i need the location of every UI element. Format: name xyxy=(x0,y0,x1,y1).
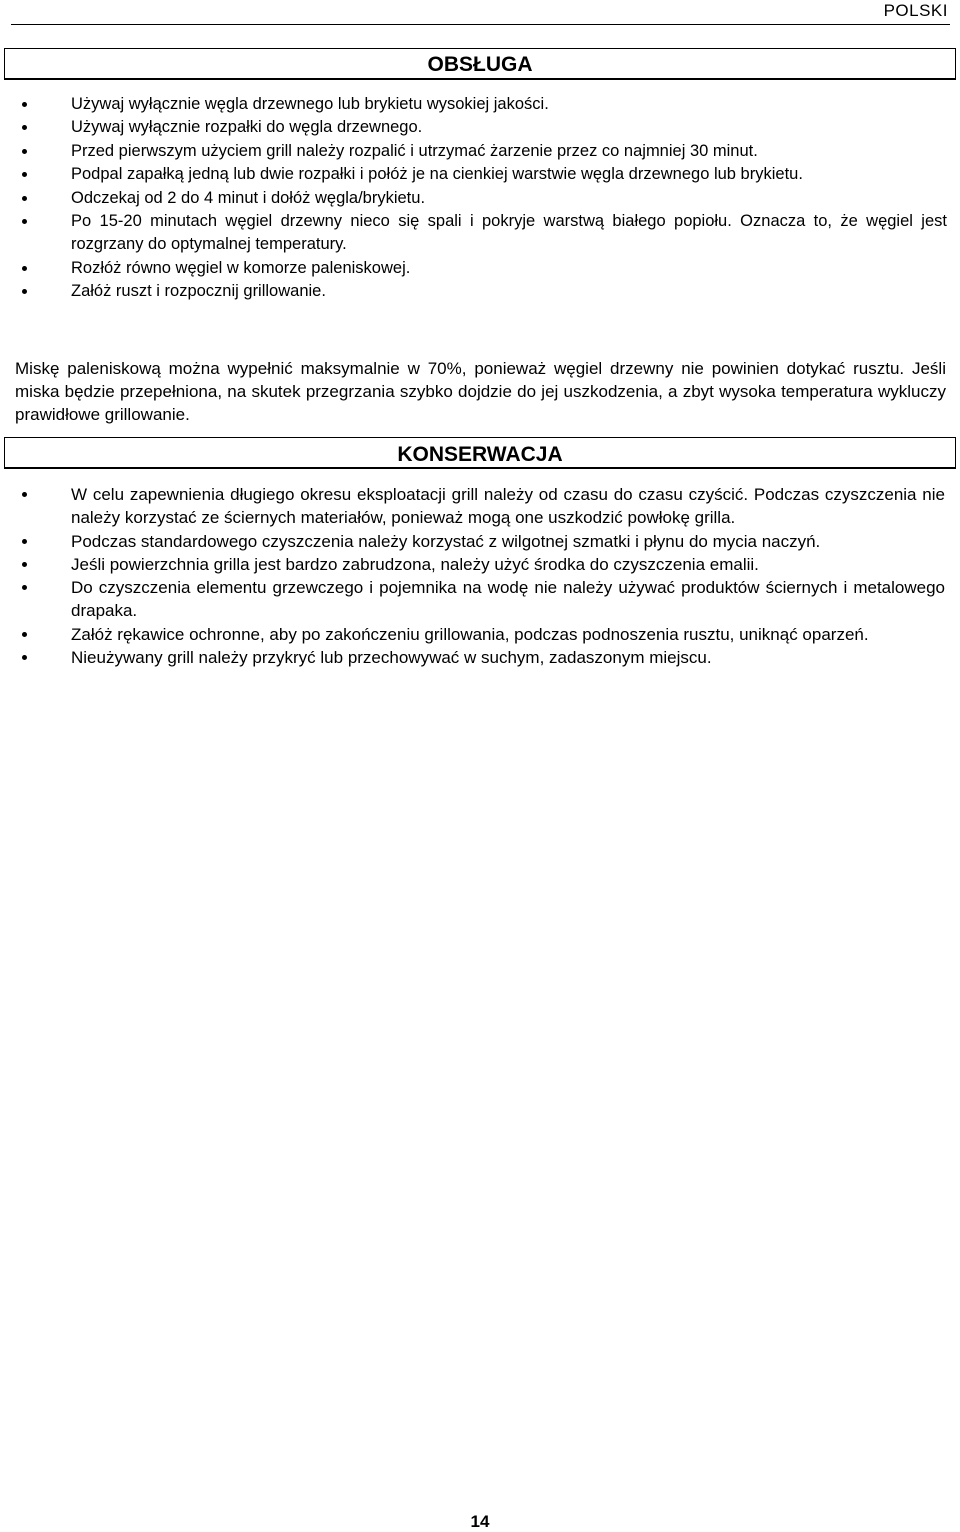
bullet-icon xyxy=(22,149,27,154)
list-item-text: Załóż rękawice ochronne, aby po zakończeniu grillowania, podczas podnoszenia rusztu, uniknąć oparzeń. xyxy=(71,624,869,644)
list-item-text: Przed pierwszym użyciem grill należy rozpalić i utrzymać żarzenie przez co najmniej 30 minut. xyxy=(71,141,758,160)
list-item-text: Jeśli powierzchnia grilla jest bardzo zabrudzona, należy użyć środka do czyszczenia emalii. xyxy=(71,554,759,574)
bullet-icon xyxy=(22,289,27,294)
header-language-label: POLSKI xyxy=(883,1,948,20)
list-item xyxy=(0,646,945,669)
list-item xyxy=(0,140,947,163)
list-item xyxy=(0,623,945,646)
list-item-text: Rozłóż równo węgiel w komorze paleniskowej. xyxy=(71,258,411,277)
bullet-icon xyxy=(22,172,27,177)
list-item-text: Podczas standardowego czyszczenia należy korzystać z wilgotnej szmatki i płynu do mycia naczyń. xyxy=(71,531,821,551)
bullet-icon xyxy=(22,102,27,107)
bullet-icon xyxy=(22,539,27,544)
list-item-text: W celu zapewnienia długiego okresu eksploatacji grill należy od czasu do czasu czyścić. Podczas czyszczenia nie należy korzystać ze ściernych materiałów, ponieważ mogą one uszkodzić powłokę grilla. xyxy=(71,485,945,528)
list-item-text: Załóż ruszt i rozpocznij grillowanie. xyxy=(71,282,326,301)
list-item-text: Do czyszczenia elementu grzewczego i pojemnika na wodę nie należy używać produktów ściernych i metalowego drapaka. xyxy=(71,578,945,621)
operation-list xyxy=(0,93,947,304)
list-item-text: Podpal zapałką jedną lub dwie rozpałki i połóż je na cienkiej warstwie węgla drzewnego lub brykietu. xyxy=(71,165,803,184)
bullet-icon xyxy=(22,585,27,590)
list-item xyxy=(0,257,947,280)
bullet-icon xyxy=(22,196,27,201)
maintenance-list xyxy=(0,483,945,669)
list-item xyxy=(0,116,947,139)
list-item xyxy=(0,280,947,303)
list-item-text: Używaj wyłącznie węgla drzewnego lub brykietu wysokiej jakości. xyxy=(71,95,549,113)
bullet-icon xyxy=(22,219,27,224)
list-item-text: Używaj wyłącznie rozpałki do węgla drzewnego. xyxy=(71,118,423,137)
section-title-operation: OBSŁUGA xyxy=(4,48,956,80)
list-item xyxy=(0,530,945,553)
list-item xyxy=(0,483,945,530)
list-item xyxy=(0,187,947,210)
list-item xyxy=(0,210,947,257)
section-title-maintenance-text: KONSERWACJA xyxy=(397,443,563,466)
bullet-icon xyxy=(22,492,27,497)
list-item xyxy=(0,553,945,576)
header-divider xyxy=(11,24,950,25)
list-item-text: Odczekaj od 2 do 4 minut i dołóż węgla/brykietu. xyxy=(71,188,426,207)
list-item xyxy=(0,93,947,116)
list-item-text: Nieużywany grill należy przykryć lub przechowywać w suchym, zadaszonym miejscu. xyxy=(71,648,712,668)
firebowl-note: Miskę paleniskową można wypełnić maksymalnie w 70%, ponieważ węgiel drzewny nie powinien dotykać rusztu. Jeśli miska będzie przepełniona, na skutek przegrzania szybko dojdzie do jej uszkodzenia, a zbyt wysoka temperatura wykluczy prawidłowe grillowanie. xyxy=(15,359,946,424)
bullet-icon xyxy=(22,655,27,660)
bullet-icon xyxy=(22,562,27,567)
bullet-icon xyxy=(22,125,27,130)
bullet-icon xyxy=(22,266,27,271)
bullet-icon xyxy=(22,632,27,637)
list-item-text: Po 15-20 minutach węgiel drzewny nieco się spali i pokryje warstwą białego popiołu. Oznacza to, że węgiel jest rozgrzany do optymalnej temperatury. xyxy=(71,212,947,254)
section-title-maintenance xyxy=(4,437,956,469)
page-number: 14 xyxy=(470,1512,490,1531)
list-item xyxy=(0,576,945,623)
list-item xyxy=(0,163,947,186)
